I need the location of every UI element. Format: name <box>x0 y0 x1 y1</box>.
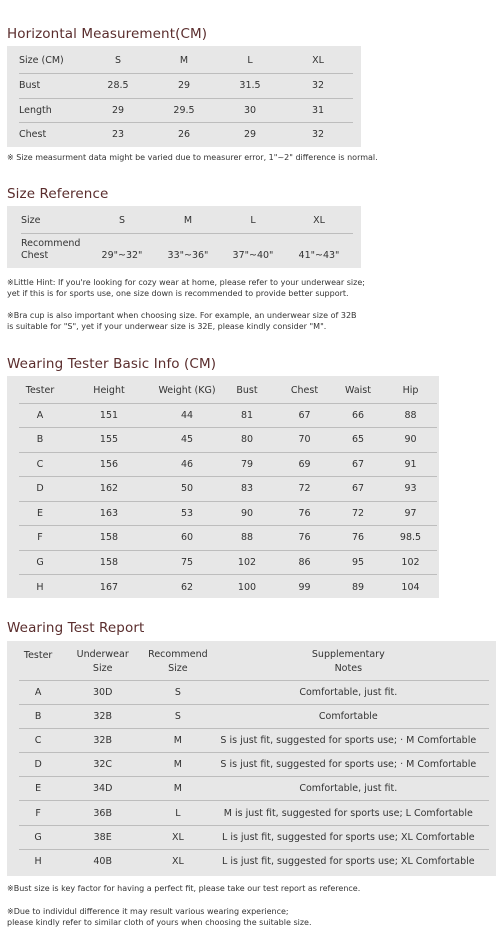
table-cell: 102 <box>384 550 437 575</box>
size-reference-table-box <box>7 206 361 268</box>
bra-cup-note <box>7 310 357 332</box>
table-row <box>19 403 437 428</box>
table-cell: 32B <box>57 704 148 728</box>
table-row <box>19 122 353 146</box>
table-cell: 29 <box>243 128 257 140</box>
table-cell: 37"~40" <box>232 249 274 261</box>
table-cell: 67 <box>332 452 384 477</box>
table-cell: 31 <box>283 98 353 122</box>
header-hip: Hip <box>384 379 437 403</box>
header-m: M <box>155 208 221 233</box>
test-report-table-box <box>7 641 496 876</box>
table-cell: 97 <box>384 501 437 526</box>
table-cell: 102 <box>217 550 277 575</box>
header-weight: Weight (KG) <box>157 379 217 403</box>
tester-label: D <box>19 753 57 777</box>
table-row <box>19 728 489 752</box>
header-supplementary-notes <box>208 644 489 680</box>
table-cell: 62 <box>180 581 194 593</box>
test-report-title: Wearing Test Report <box>7 620 145 636</box>
table-cell: M <box>148 728 207 752</box>
header-bust: Bust <box>217 379 277 403</box>
table-row <box>19 550 437 575</box>
tester-label: G <box>19 825 57 849</box>
table-cell: 36B <box>57 801 148 825</box>
table-cell: 90 <box>384 428 437 453</box>
table-cell: 95 <box>332 550 384 575</box>
table-cell: 93 <box>384 477 437 502</box>
table-cell: 23 <box>111 128 125 140</box>
header-line: Underwear <box>76 648 129 660</box>
table-cell: M <box>148 753 207 777</box>
table-cell: 90 <box>217 501 277 526</box>
table-cell: 104 <box>401 581 420 593</box>
table-cell: 88 <box>384 403 437 428</box>
table-cell: 69 <box>277 452 332 477</box>
table-row <box>19 680 489 704</box>
supplementary-note: L is just fit, suggested for sports use; XL Comfortable <box>222 856 475 868</box>
table-cell: 72 <box>332 501 384 526</box>
tester-info-table-box <box>7 376 439 598</box>
table-cell: 81 <box>217 403 277 428</box>
supplementary-note: S is just fit, suggested for sports use; · M Comfortable <box>208 728 489 752</box>
tester-label: F <box>19 801 57 825</box>
size-reference-title: Size Reference <box>7 186 109 202</box>
supplementary-note: M is just fit, suggested for sports use; L Comfortable <box>208 801 489 825</box>
measurement-error-note: ※ Size measurment data might be varied due to measurer error, 1"~2" difference is normal. <box>7 153 378 162</box>
table-cell: 98.5 <box>384 526 437 551</box>
header-xl: XL <box>283 49 353 73</box>
header-line: Notes <box>334 662 363 674</box>
table-cell: 30 <box>217 98 283 122</box>
supplementary-note: Comfortable, just fit. <box>208 777 489 801</box>
tester-label: B <box>19 704 57 728</box>
table-cell: 29 <box>85 98 151 122</box>
header-s: S <box>89 208 155 233</box>
table-cell: 33"~36" <box>167 249 209 261</box>
supplementary-note: S is just fit, suggested for sports use; · M Comfortable <box>208 753 489 777</box>
table-header-row <box>19 644 489 680</box>
tester-label: E <box>19 501 61 526</box>
table-cell: 167 <box>99 581 119 593</box>
table-cell: 53 <box>157 501 217 526</box>
row-label-line: Chest <box>21 250 49 262</box>
table-cell: 29.5 <box>151 98 217 122</box>
table-cell: 50 <box>157 477 217 502</box>
table-header-row <box>19 49 353 73</box>
table-row <box>19 477 437 502</box>
table-cell: 32B <box>57 728 148 752</box>
table-cell: XL <box>148 825 207 849</box>
table-cell: 80 <box>217 428 277 453</box>
table-cell: 46 <box>157 452 217 477</box>
table-row <box>19 526 437 551</box>
tester-info-table <box>19 379 437 599</box>
table-row <box>19 452 437 477</box>
table-row <box>19 777 489 801</box>
header-line: Size <box>92 662 113 674</box>
header-line: Size <box>168 662 188 674</box>
table-cell: 32C <box>57 753 148 777</box>
table-header-row <box>21 208 353 233</box>
table-row <box>19 753 489 777</box>
table-cell: 83 <box>217 477 277 502</box>
note-line: ※Little Hint: If you're looking for cozy wear at home, please refer to your underwear size; <box>7 278 365 287</box>
table-cell: 30D <box>57 680 148 704</box>
table-row <box>19 825 489 849</box>
table-cell: 67 <box>332 477 384 502</box>
tester-label: C <box>19 728 57 752</box>
header-tester: Tester <box>19 379 61 403</box>
table-cell: 76 <box>332 526 384 551</box>
little-hint-note <box>7 277 365 299</box>
table-cell: 158 <box>61 550 157 575</box>
table-row <box>19 849 489 873</box>
table-row <box>21 233 353 267</box>
header-line: Recommend <box>148 648 208 660</box>
table-cell: 32 <box>283 73 353 98</box>
header-height: Height <box>61 379 157 403</box>
table-cell: 79 <box>217 452 277 477</box>
table-cell: XL <box>171 856 184 868</box>
table-cell: 29"~32" <box>101 249 143 261</box>
header-m: M <box>151 49 217 73</box>
table-cell: M <box>148 777 207 801</box>
table-cell: 66 <box>332 403 384 428</box>
header-s: S <box>85 49 151 73</box>
table-cell: S <box>148 704 207 728</box>
header-size: Size <box>21 208 89 233</box>
row-label-line: Recommend <box>21 238 81 250</box>
tester-label: D <box>19 477 61 502</box>
table-cell: 89 <box>351 581 365 593</box>
table-row <box>19 98 353 122</box>
table-cell: 163 <box>61 501 157 526</box>
table-cell: 156 <box>61 452 157 477</box>
note-line: ※Due to individul difference it may result various wearing experience; <box>7 907 289 916</box>
tester-label: E <box>19 777 57 801</box>
header-l: L <box>221 208 285 233</box>
individual-difference-note <box>7 906 312 928</box>
tester-label: A <box>19 680 57 704</box>
bust-size-note: ※Bust size is key factor for having a perfect fit, please take our test report as reference. <box>7 884 361 893</box>
table-row <box>19 575 437 600</box>
tester-label: G <box>19 550 61 575</box>
supplementary-note: Comfortable, just fit. <box>208 680 489 704</box>
row-label: Length <box>19 98 85 122</box>
header-l: L <box>217 49 283 73</box>
table-cell: 72 <box>277 477 332 502</box>
horizontal-measurement-title: Horizontal Measurement(CM) <box>7 26 208 42</box>
table-cell: 31.5 <box>217 73 283 98</box>
header-tester: Tester <box>19 644 57 680</box>
header-waist: Waist <box>332 379 384 403</box>
tester-label: B <box>19 428 61 453</box>
table-cell: 99 <box>298 581 311 593</box>
horizontal-measurement-table-box <box>7 46 361 147</box>
table-cell: 26 <box>177 128 191 140</box>
table-cell: 32 <box>311 128 325 140</box>
table-row <box>19 501 437 526</box>
table-cell: 76 <box>277 501 332 526</box>
row-label: Chest <box>19 128 47 140</box>
row-label: Bust <box>19 73 85 98</box>
tester-label: H <box>34 856 42 868</box>
table-cell: 86 <box>277 550 332 575</box>
table-row <box>19 73 353 98</box>
header-size-cm: Size (CM) <box>19 49 85 73</box>
table-cell: 158 <box>61 526 157 551</box>
table-cell: 151 <box>61 403 157 428</box>
header-recommend-size <box>148 644 207 680</box>
header-chest: Chest <box>277 379 332 403</box>
table-cell: 40B <box>93 856 112 868</box>
table-cell: S <box>148 680 207 704</box>
note-line: yet if this is for sports use, one size down is recommended to provide better support. <box>7 289 349 298</box>
table-cell: 75 <box>157 550 217 575</box>
test-report-table <box>19 644 489 874</box>
table-cell: 28.5 <box>85 73 151 98</box>
table-cell: 60 <box>157 526 217 551</box>
size-reference-table <box>21 208 353 267</box>
table-cell: 88 <box>217 526 277 551</box>
note-line: please kindly refer to similar cloth of yours when choosing the suitable size. <box>7 918 312 927</box>
note-line: ※Bra cup is also important when choosing size. For example, an underwear size of 32B <box>7 311 357 320</box>
header-line: Supplementary <box>311 648 385 660</box>
horizontal-measurement-table <box>19 49 353 146</box>
table-cell: 41"~43" <box>298 249 340 261</box>
tester-label: C <box>19 452 61 477</box>
tester-label: F <box>19 526 61 551</box>
table-cell: 45 <box>157 428 217 453</box>
table-row <box>19 428 437 453</box>
table-header-row <box>19 379 437 403</box>
table-cell: 70 <box>277 428 332 453</box>
header-underwear-size <box>57 644 148 680</box>
table-cell: 29 <box>151 73 217 98</box>
table-cell: 65 <box>332 428 384 453</box>
table-cell: 44 <box>157 403 217 428</box>
table-cell: 100 <box>237 581 257 593</box>
table-cell: 38E <box>57 825 148 849</box>
note-line: is suitable for "S", yet if your underwear size is 32E, please kindly consider "M". <box>7 322 327 331</box>
table-cell: 34D <box>57 777 148 801</box>
table-row <box>19 801 489 825</box>
row-label-recommend-chest <box>21 233 89 267</box>
tester-label: A <box>19 403 61 428</box>
tester-label: H <box>36 581 44 593</box>
table-cell: 76 <box>277 526 332 551</box>
table-cell: 67 <box>277 403 332 428</box>
table-cell: 155 <box>61 428 157 453</box>
table-cell: 91 <box>384 452 437 477</box>
tester-info-title: Wearing Tester Basic Info (CM) <box>7 356 217 372</box>
table-cell: 162 <box>61 477 157 502</box>
supplementary-note: Comfortable <box>208 704 489 728</box>
supplementary-note: L is just fit, suggested for sports use; XL Comfortable <box>208 825 489 849</box>
table-row <box>19 704 489 728</box>
header-xl: XL <box>285 208 353 233</box>
table-cell: L <box>148 801 207 825</box>
